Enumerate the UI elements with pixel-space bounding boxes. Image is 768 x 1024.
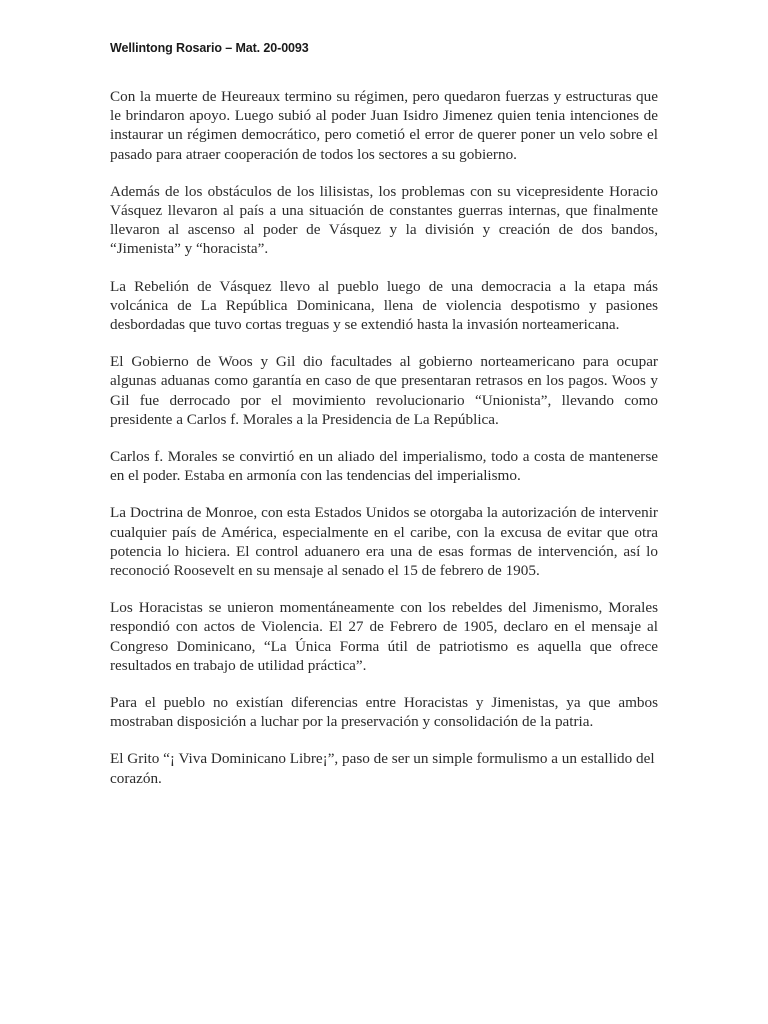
paragraph: La Doctrina de Monroe, con esta Estados Unidos se otorgaba la autorización de intervenir cualquier país de América, especialmente en el caribe, con la excusa de evitar que otra potencia lo hiciera. El control aduanero era una de esas formas de intervención, así lo reconoció Roosevelt en su mensaje al senado el 15 de febrero de 1905. <box>110 504 658 580</box>
paragraph: Carlos f. Morales se convirtió en un aliado del imperialismo, todo a costa de mantenerse en el poder. Estaba en armonía con las tendencias del imperialismo. <box>110 448 658 485</box>
document-body <box>110 87 658 806</box>
paragraph: El Grito “¡ Viva Dominicano Libre¡”, paso de ser un simple formulismo a un estallido del corazón. <box>110 750 655 787</box>
paragraph: Para el pueblo no existían diferencias entre Horacistas y Jimenistas, ya que ambos mostraban disposición a luchar por la preservación y consolidación de la patria. <box>110 694 658 731</box>
document-header: Wellintong Rosario – Mat. 20-0093 <box>110 41 309 55</box>
paragraph: El Gobierno de Woos y Gil dio facultades al gobierno norteamericano para ocupar algunas aduanas como garantía en caso de que presentaran retrasos en los pagos. Woos y Gil fue derrocado por el movimiento revolucionario “Unionista”, llevando como presidente a Carlos f. Morales a la Presidencia de La República. <box>110 353 658 428</box>
paragraph: Los Horacistas se unieron momentáneamente con los rebeldes del Jimenismo, Morales respondió con actos de Violencia. El 27 de Febrero de 1905, declaro en el mensaje al Congreso Dominicano, “La Única Forma útil de patriotismo es aquella que ofrece resultados en trabajo de utilidad práctica”. <box>110 599 658 674</box>
paragraph: La Rebelión de Vásquez llevo al pueblo luego de una democracia a la etapa más volcánica de La República Dominicana, llena de violencia despotismo y pasiones desbordadas que tuvo cortas treguas y se extendió hasta la invasión norteamericana. <box>110 277 658 334</box>
paragraph: Con la muerte de Heureaux termino su régimen, pero quedaron fuerzas y estructuras que le brindaron apoyo. Luego subió al poder Juan Isidro Jimenez quien tenia intenciones de instaurar un régimen democrático, pero cometió el error de querer poner un velo sobre el pasado para atraer cooperación de todos los sectores a su gobierno. <box>110 88 658 163</box>
paragraph: Además de los obstáculos de los lilisistas, los problemas con su vicepresidente Horacio Vásquez llevaron al país a una situación de constantes guerras internas, que finalmente llevaron al ascenso al poder de Vásquez y la división y creación de dos bandos, “Jimenista” y “horacista”. <box>110 182 658 258</box>
